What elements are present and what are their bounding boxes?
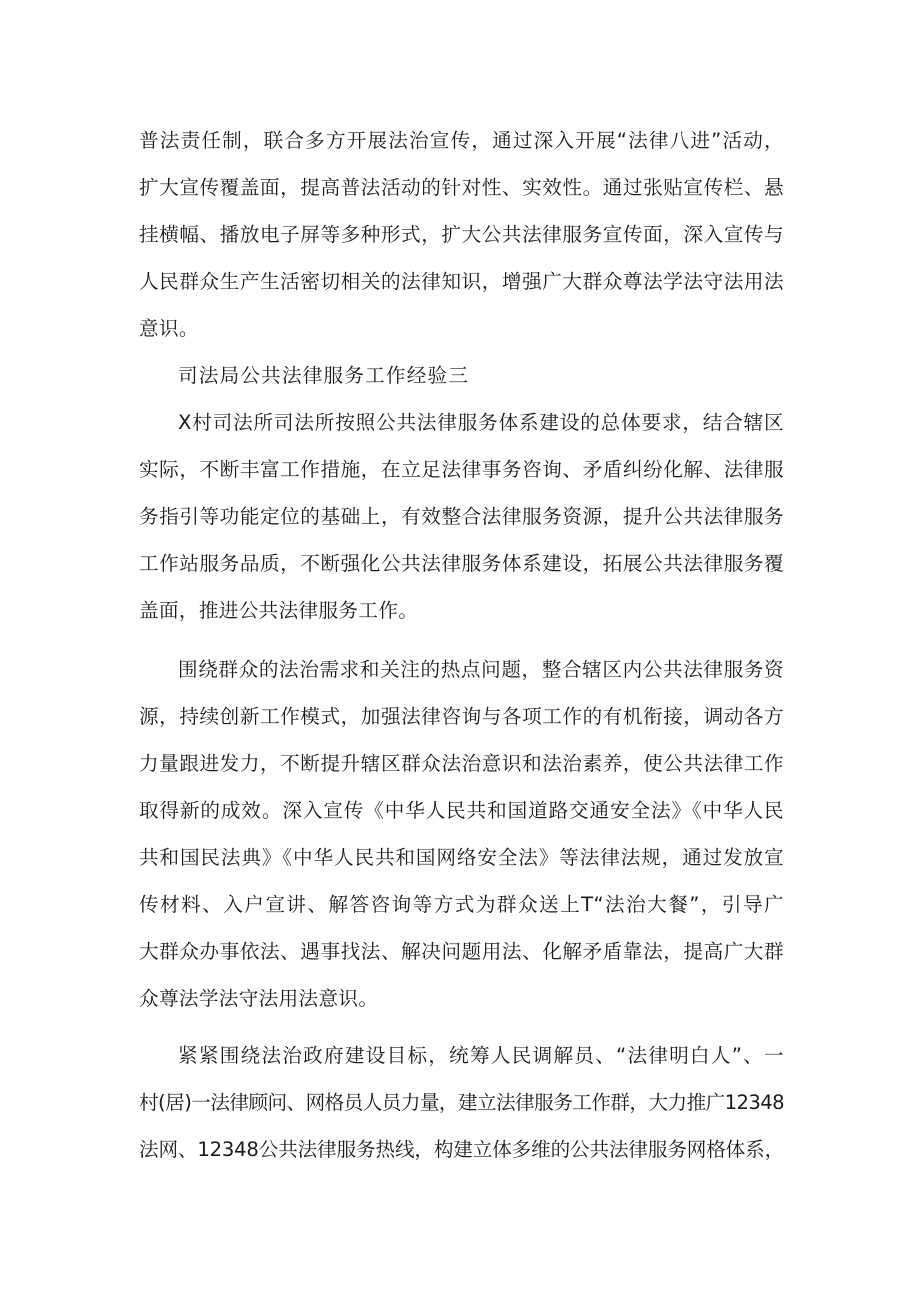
paragraph-2-line-1: X村司法所司法所按照公共法律服务体系建设的总体要求，结合辖区 xyxy=(178,411,784,434)
paragraph-2-line-2: 实际，不断丰富工作措施，在立足法律事务咨询、矛盾纠纷化解、法律服 xyxy=(139,458,784,481)
paragraph-3-line-4: 取得新的成效。深入宣传《中华人民共和国道路交通安全法》《中华人民 xyxy=(139,799,784,822)
paragraph-3-line-6: 传材料、入户宣讲、解答咨询等方式为群众送上T“法治大餐”，引导广 xyxy=(139,893,784,916)
paragraph-3-line-7: 大群众办事依法、遇事找法、解决问题用法、化解矛盾靠法，提高广大群 xyxy=(139,940,784,963)
section-heading: 司法局公共法律服务工作经验三 xyxy=(178,364,470,387)
paragraph-4-line-3: 法网、12348公共法律服务热线，构建立体多维的公共法律服务网格体系， xyxy=(139,1138,784,1161)
paragraph-3-line-1: 围绕群众的法治需求和关注的热点问题，整合辖区内公共法律服务资 xyxy=(178,658,784,681)
paragraph-4-line-1: 紧紧围绕法治政府建设目标，统筹人民调解员、“法律明白人”、一 xyxy=(178,1044,784,1067)
paragraph-3-line-8: 众尊法学法守法用法意识。 xyxy=(139,987,379,1010)
paragraph-3-line-5: 共和国民法典》《中华人民共和国网络安全法》等法律法规，通过发放宣 xyxy=(139,846,784,869)
paragraph-3-line-3: 力量跟进发力，不断提升辖区群众法治意识和法治素养，使公共法律工作 xyxy=(139,752,784,775)
paragraph-1-line-1: 普法责任制，联合多方开展法治宣传，通过深入开展“法律八进”活动， xyxy=(139,129,784,152)
paragraph-1-line-4: 人民群众生产生活密切相关的法律知识，增强广大群众尊法学法守法用法 xyxy=(139,270,784,293)
paragraph-3-line-2: 源，持续创新工作模式，加强法律咨询与各项工作的有机衔接，调动各方 xyxy=(139,705,784,728)
paragraph-1-line-5: 意识。 xyxy=(139,317,199,340)
paragraph-1-line-3: 挂横幅、播放电子屏等多种形式，扩大公共法律服务宣传面，深入宣传与 xyxy=(139,223,784,246)
paragraph-4-line-2: 村(居)一法律顾问、网格员人员力量，建立法律服务工作群，大力推广12348 xyxy=(139,1091,784,1114)
paragraph-2-line-5: 盖面，推进公共法律服务工作。 xyxy=(139,599,419,622)
paragraph-2-line-3: 务指引等功能定位的基础上，有效整合法律服务资源，提升公共法律服务 xyxy=(139,505,784,528)
paragraph-2-line-4: 工作站服务品质，不断强化公共法律服务体系建设，拓展公共法律服务覆 xyxy=(139,552,784,575)
paragraph-1-line-2: 扩大宣传覆盖面，提高普法活动的针对性、实效性。通过张贴宣传栏、悬 xyxy=(139,176,784,199)
